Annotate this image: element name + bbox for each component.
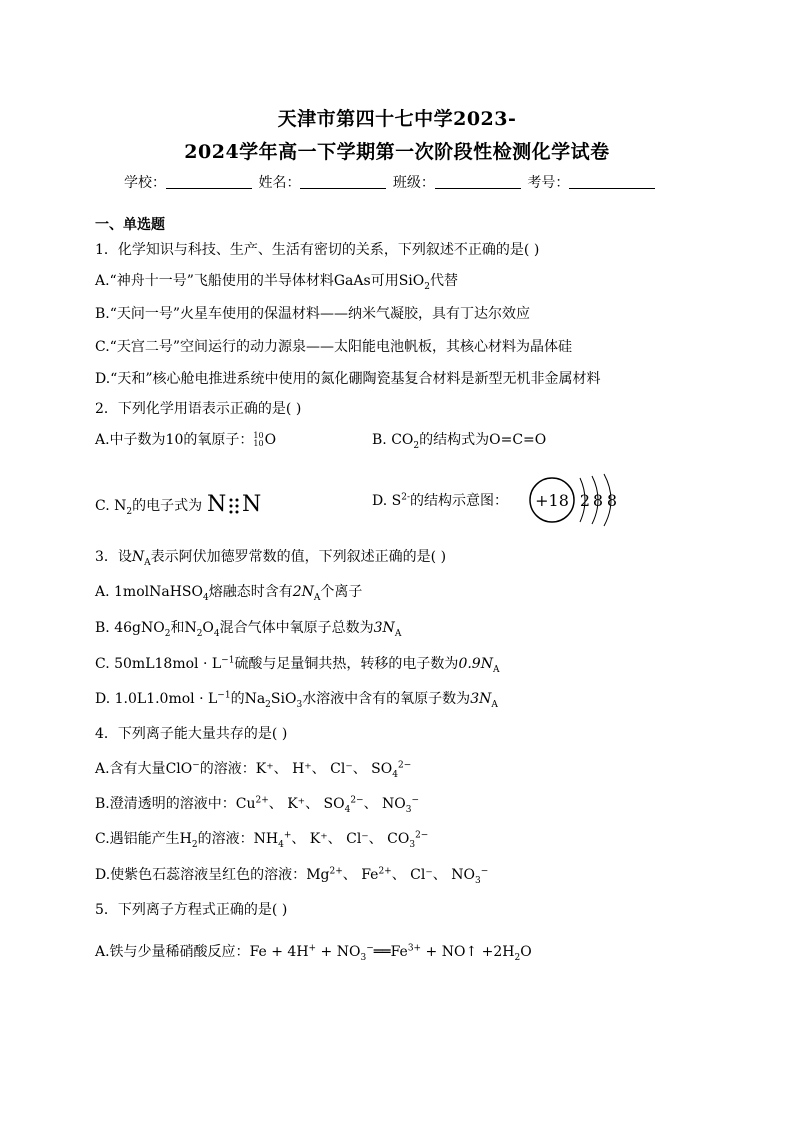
q1-option-a: A.“神舟十一号”飞船使用的半导体材料GaAs可用SiO$_2$代替 bbox=[95, 273, 458, 292]
name-blank[interactable] bbox=[300, 174, 386, 189]
school-blank[interactable] bbox=[166, 174, 252, 189]
class-label: 班级： bbox=[392, 175, 435, 191]
q1-option-b: B.“天问一号”火星车使用的保温材料——纳米气凝胶，具有丁达尔效应 bbox=[95, 306, 531, 322]
q1-option-c: C.“天宫二号”空间运行的动力源泉——太阳能电池帆板，其核心材料为晶体硅 bbox=[95, 339, 572, 355]
exam-no-label: 考号： bbox=[527, 175, 570, 191]
q5-option-a: A.铁与少量稀硝酸反应：$Fe + 4H^+ + NO_3^-══Fe^{3+}$ + NO↑ $+2H_2O$ bbox=[95, 943, 532, 963]
svg-text:N: N bbox=[206, 492, 226, 516]
title-line-1: 天津市第四十七中学2023- bbox=[277, 108, 517, 130]
sulfide-ion-structure-diagram bbox=[524, 470, 634, 530]
svg-text:N: N bbox=[241, 492, 261, 516]
q2-option-d: D. $S^{2-}$的结构示意图： bbox=[372, 492, 508, 509]
title-line-2: 2024学年高一下学期第一次阶段性检测化学试卷 bbox=[184, 141, 610, 163]
name-label: 姓名： bbox=[258, 175, 301, 191]
q4-option-a: A.含有大量ClO−的溶液：K⁺、 H⁺、 Cl⁻、 $SO_4^{2-}$ bbox=[95, 760, 412, 780]
shell-3-electrons: 8 bbox=[606, 491, 618, 510]
shell-2-electrons: 8 bbox=[592, 491, 604, 510]
q4-option-d: D.使紫色石蕊溶液呈红色的溶液：$Mg^{2+}$、 $Fe^{2+}$、 Cl⁻、 $NO_3^-$ bbox=[95, 866, 489, 886]
q2-option-b: B. $CO_2$的结构式为O=C=O bbox=[372, 432, 547, 451]
q3-stem: 3．设$N_A$表示阿伏加德罗常数的值，下列叙述正确的是( ) bbox=[95, 549, 447, 568]
q4-option-c: C.遇铝能产生$H_2$的溶液：$NH_4^+$、 K⁺、 Cl⁻、 $CO_3^{2-}$ bbox=[95, 830, 429, 850]
q1-stem: 1．化学知识与科技、生产、生活有密切的关系，下列叙述不正确的是( ) bbox=[95, 242, 540, 258]
q1-option-d: D.“天和”核心舱电推进系统中使用的氮化硼陶瓷基复合材料是新型无机非金属材料 bbox=[95, 371, 601, 387]
section-heading: 一、单选题 bbox=[95, 217, 165, 233]
school-label: 学校： bbox=[124, 175, 166, 191]
q3-option-a: A. 1molNaHSO$_4$熔融态时含有$2N_A$个离子 bbox=[95, 584, 363, 603]
q4-stem: 4．下列离子能大量共存的是( ) bbox=[95, 726, 288, 742]
q5-stem: 5．下列离子方程式正确的是( ) bbox=[95, 902, 288, 918]
q2-stem: 2．下列化学用语表示正确的是( ) bbox=[95, 401, 302, 417]
q3-option-d: D. $1.0L1.0mol \cdot L^{-1}$的$Na_2SiO_3$水溶液中含有的氧原子数为$3N_A$ bbox=[95, 690, 498, 710]
n2-electron-formula bbox=[207, 490, 267, 516]
q2-option-a: A.中子数为10的氧原子：10 10O bbox=[95, 431, 277, 448]
student-info-row bbox=[124, 172, 657, 192]
exam-no-blank[interactable] bbox=[569, 174, 655, 189]
q4-option-b: B.澄清透明的溶液中：$Cu^{2+}$、 K⁺、 $SO_4^{2-}$、 $NO_3^-$ bbox=[95, 795, 420, 815]
q3-option-c: C. $50mL18mol \cdot L^{-1}$硫酸与足量铜共热，转移的电子数为$0.9N_A$ bbox=[95, 655, 500, 675]
q2-option-c: C. $N_2$的电子式为 N N bbox=[95, 490, 267, 516]
q3-option-b: B. 46gNO$_2$和$N_2O_4$混合气体中氧原子总数为$3N_A$ bbox=[95, 620, 402, 639]
nucleus-charge: +18 bbox=[535, 491, 569, 510]
shell-1-electrons: 2 bbox=[579, 491, 591, 510]
class-blank[interactable] bbox=[435, 174, 521, 189]
